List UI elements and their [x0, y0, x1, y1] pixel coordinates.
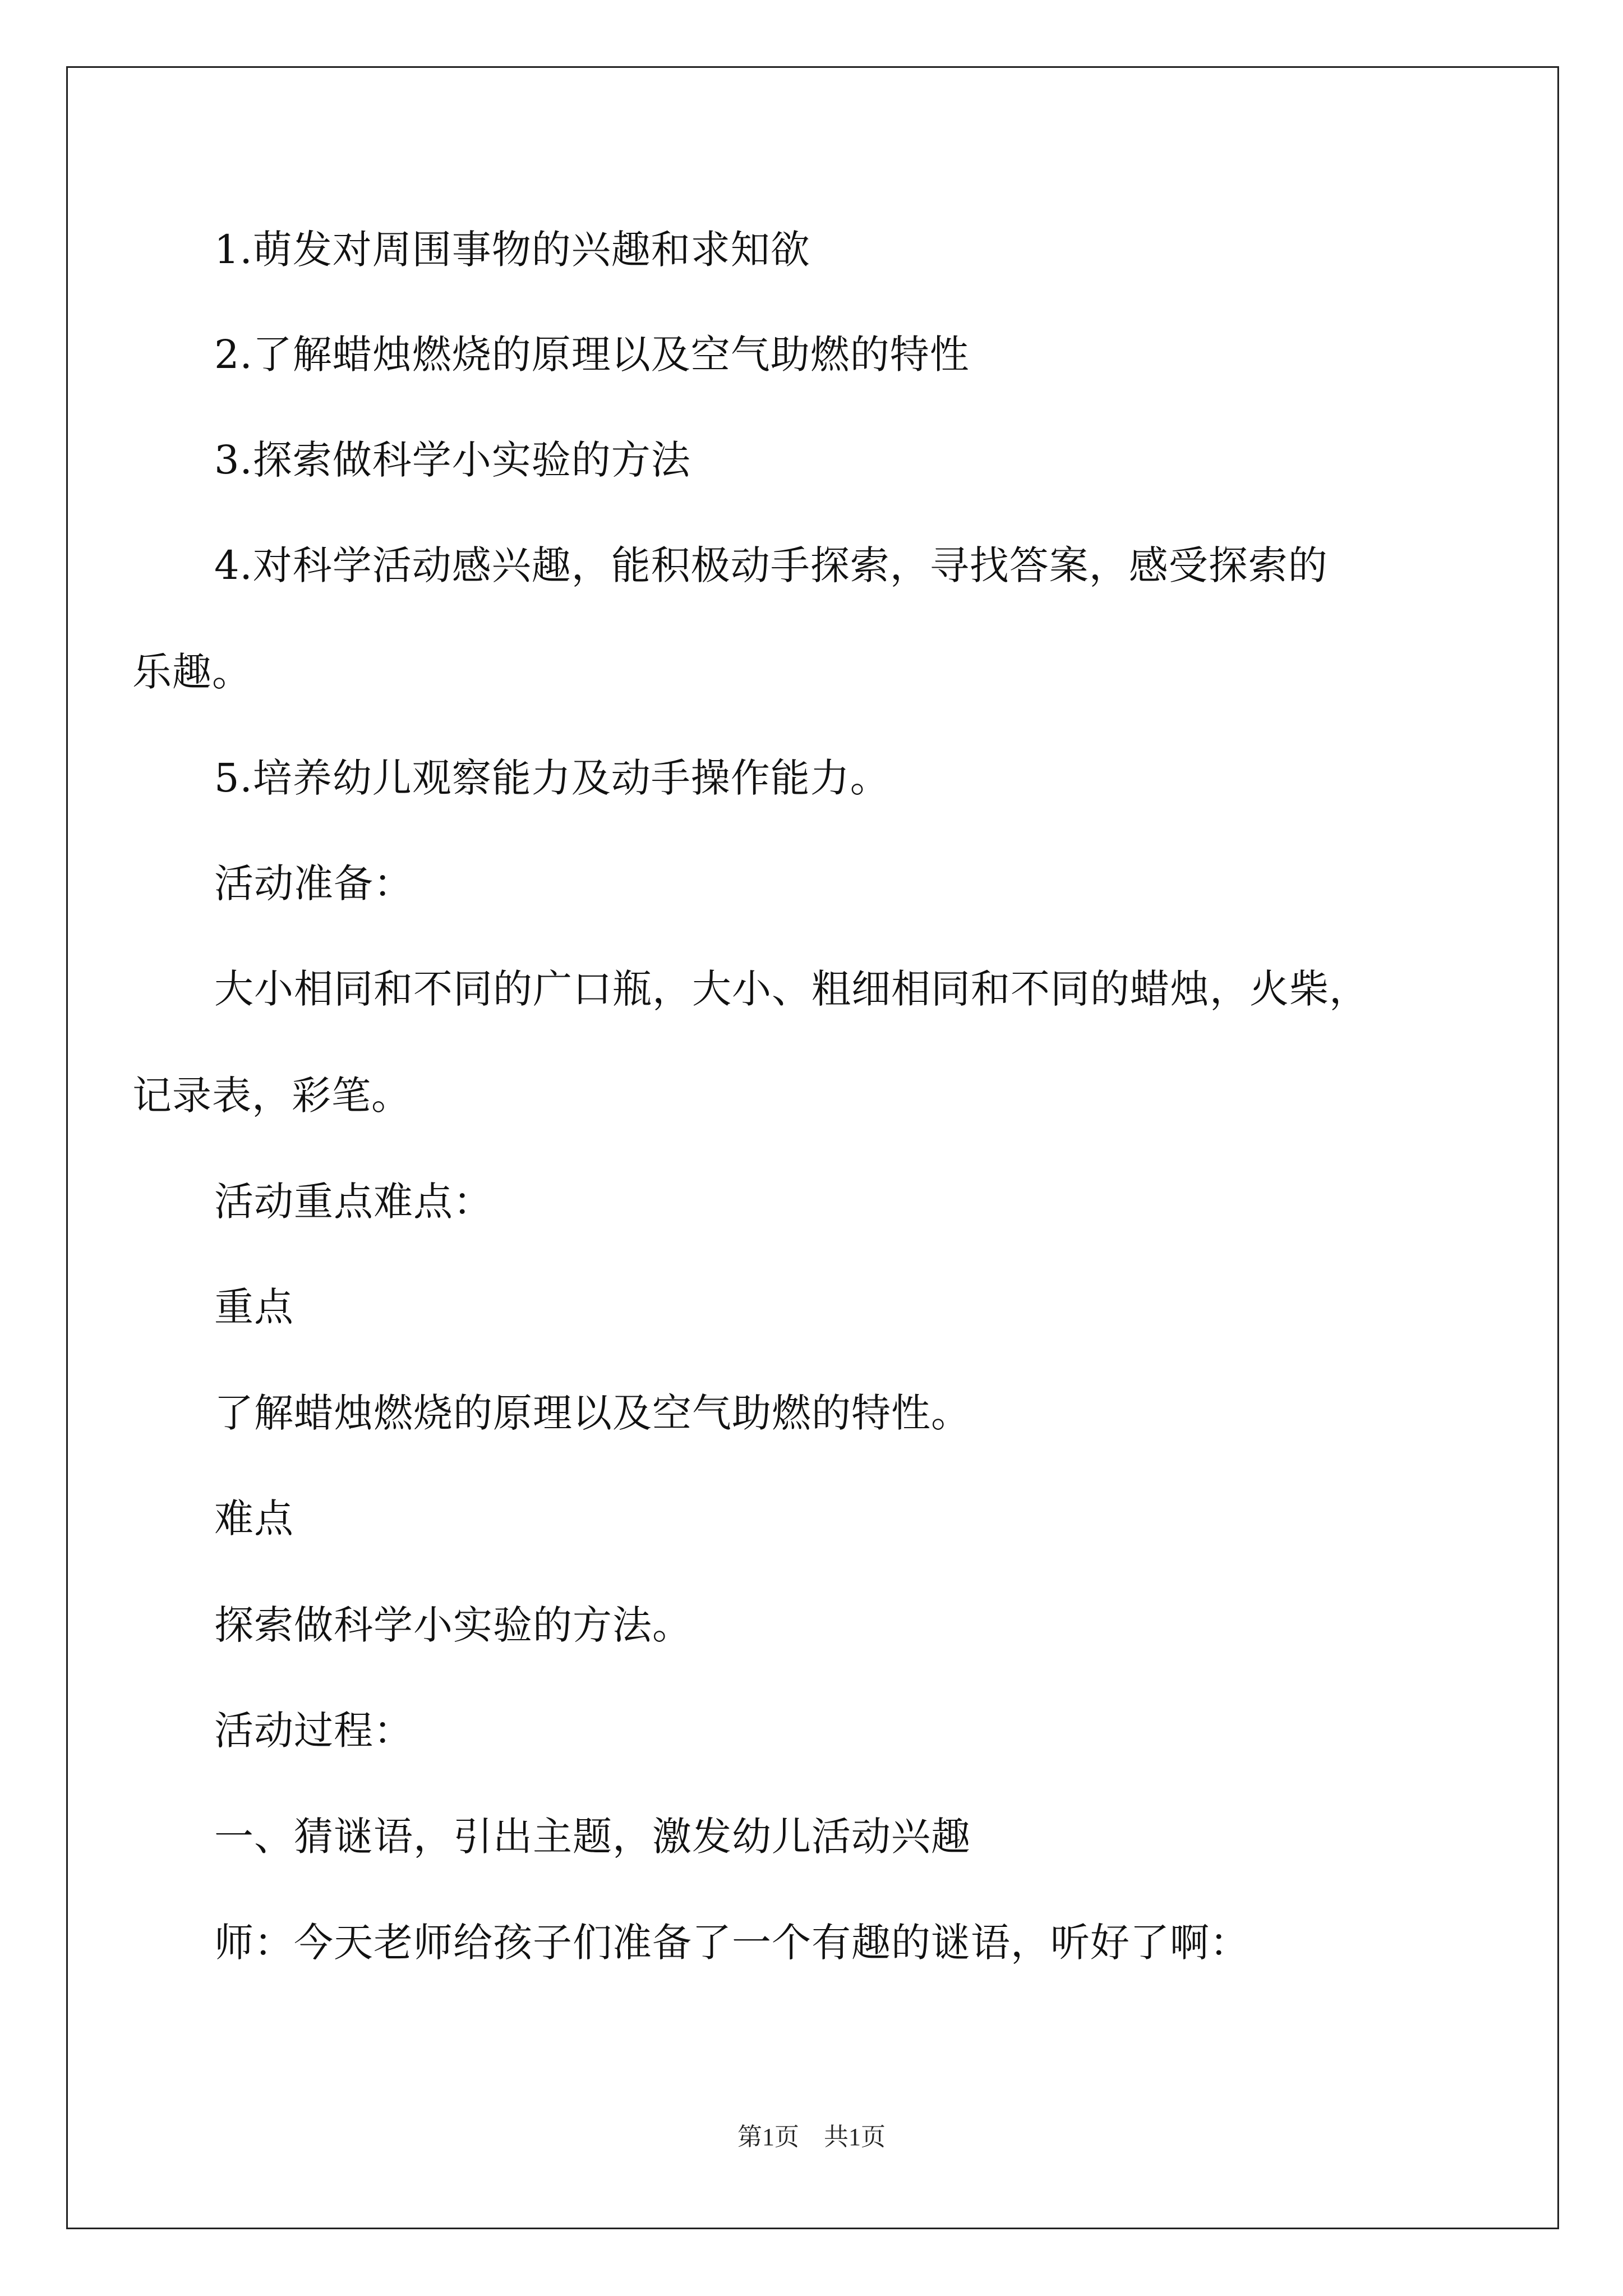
objective-4: 4.对科学活动感兴趣，能积极动手探索，寻找答案，感受探索的 — [214, 542, 1328, 588]
page-footer: 第1页 共1页 — [737, 2123, 886, 2151]
difficulty-label: 难点 — [214, 1496, 294, 1542]
teacher-line: 师：今天老师给孩子们准备了一个有趣的谜语，听好了啊： — [214, 1920, 1249, 1966]
objective-4-continued: 乐趣。 — [132, 649, 252, 695]
preparation-materials: 大小相同和不同的广口瓶，大小、粗细相同和不同的蜡烛，火柴， — [214, 966, 1369, 1012]
objective-1: 1.萌发对周围事物的兴趣和求知欲 — [214, 227, 810, 273]
objective-3: 3.探索做科学小实验的方法 — [214, 437, 691, 483]
objective-5: 5.培养幼儿观察能力及动手操作能力。 — [214, 755, 890, 801]
preparation-materials-continued: 记录表，彩笔。 — [132, 1073, 411, 1119]
section-heading-preparation: 活动准备： — [214, 861, 413, 907]
page-border — [66, 66, 1559, 2229]
process-step-1: 一、猜谜语，引出主题，激发幼儿活动兴趣 — [214, 1814, 971, 1860]
difficulty-text: 探索做科学小实验的方法。 — [214, 1602, 692, 1648]
key-point-text: 了解蜡烛燃烧的原理以及空气助燃的特性。 — [214, 1390, 971, 1436]
section-heading-key-points: 活动重点难点： — [214, 1179, 493, 1225]
key-point-label: 重点 — [214, 1284, 294, 1330]
objective-2: 2.了解蜡烛燃烧的原理以及空气助燃的特性 — [214, 332, 970, 378]
section-heading-process: 活动过程： — [214, 1708, 413, 1754]
